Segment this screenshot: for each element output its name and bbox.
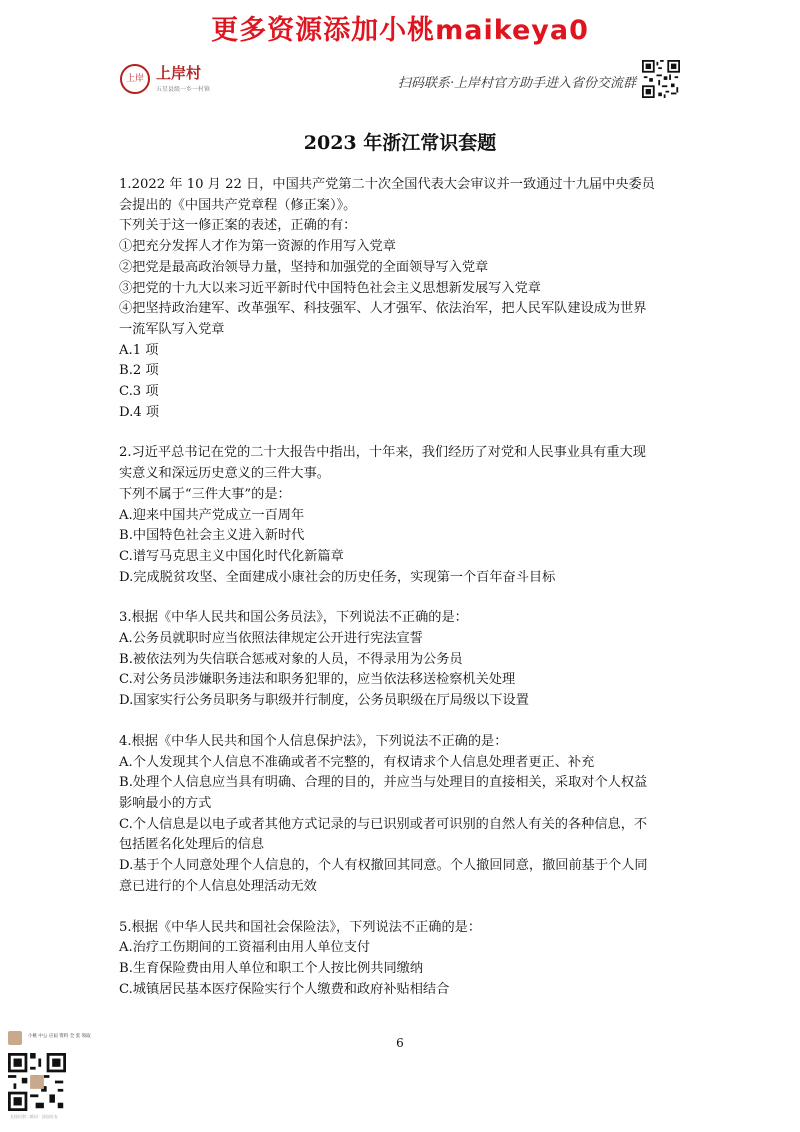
option-d-cont: 意已进行的个人信息处理活动无效 xyxy=(119,878,317,894)
option-b: B.2 项 xyxy=(119,363,159,379)
question-stem-line: 下列不属于“三件大事”的是： xyxy=(119,486,291,502)
sidebar-footer: 长按识别二维码 · 添加好友 xyxy=(10,1114,58,1119)
statement-1: ①把充分发挥人才作为第一资源的作用写入党章 xyxy=(119,239,396,255)
question-5 xyxy=(119,918,687,1001)
option-a: A.个人发现其个人信息不准确或者不完整的，有权请求个人信息处理者更正、补充 xyxy=(119,754,595,770)
logo-slogan: 五星县级一乡一村镇 xyxy=(156,86,211,93)
option-d: D.完成脱贫攻坚、全面建成小康社会的历史任务，实现第一个百年奋斗目标 xyxy=(119,569,556,585)
option-b: B.中国特色社会主义进入新时代 xyxy=(119,528,305,544)
question-stem-line: 会提出的《中国共产党章程（修正案）》。 xyxy=(119,197,357,213)
option-d: D.4 项 xyxy=(119,404,160,420)
page-header xyxy=(120,60,680,104)
statement-2: ②把党是最高政治领导力量，坚持和加强党的全面领导写入党章 xyxy=(119,259,489,275)
statement-4: ④把坚持政治建军、改革强军、科技强军、人才强军、依法治军，把人民军队建设成为世界 xyxy=(119,301,647,317)
option-a: A.公务员就职时应当依照法律规定公开进行宪法宣誓 xyxy=(119,631,423,647)
logo-seal-icon: 上岸 xyxy=(120,64,150,94)
question-4 xyxy=(119,732,687,898)
statement-3: ③把党的十九大以来习近平新时代中国特色社会主义思想新发展写入党章 xyxy=(119,280,541,296)
avatar xyxy=(8,1031,22,1045)
option-d: D.国家实行公务员职务与职级并行制度，公务员职级在厅局级以下设置 xyxy=(119,693,529,709)
question-stem-line: 4.根据《中华人民共和国个人信息保护法》，下列说法不正确的是： xyxy=(119,733,508,749)
option-c: C.谱写马克思主义中国化时代化新篇章 xyxy=(119,548,344,564)
option-c: C.3 项 xyxy=(119,384,159,400)
question-stem-line: 1.2022 年 10 月 22 日，中国共产党第二十次全国代表大会审议并一致通过十九届中央委员 xyxy=(119,177,655,192)
question-stem-line: 5.根据《中华人民共和国社会保险法》，下列说法不正确的是： xyxy=(119,919,482,935)
option-c-cont: 包括匿名化处理后的信息 xyxy=(119,837,265,853)
question-stem-line: 下列关于这一修正案的表述，正确的有： xyxy=(119,218,357,234)
question-1 xyxy=(119,175,687,423)
question-3 xyxy=(119,608,687,712)
sidebar-caption: 小桃 中公 应届 资料 全 套 领取 xyxy=(28,1034,91,1039)
page-title: 2023 年浙江常识套题 xyxy=(303,132,497,154)
option-b: B.处理个人信息应当具有明确、合理的目的，并应当与处理目的直接相关，采取对个人权益 xyxy=(119,775,648,791)
question-stem-line: 2.习近平总书记在党的二十大报告中指出，十年来，我们经历了对党和人民事业具有重大现 xyxy=(119,445,646,461)
option-c: C.城镇居民基本医疗保险实行个人缴费和政府补贴相结合 xyxy=(119,981,450,997)
option-d: D.基于个人同意处理个人信息的，个人有权撤回其同意。个人撤回同意，撤回前基于个人同 xyxy=(119,858,648,874)
logo-name: 上岸村 xyxy=(156,64,202,82)
qr-code-icon[interactable] xyxy=(642,60,680,98)
question-2 xyxy=(119,443,687,588)
option-c: C.个人信息是以电子或者其他方式记录的与已识别或者可识别的自然人有关的各种信息，不 xyxy=(119,816,648,832)
qr-code-icon[interactable] xyxy=(8,1053,66,1111)
question-list xyxy=(119,175,687,1000)
question-stem-line: 3.根据《中华人民共和国公务员法》，下列说法不正确的是： xyxy=(119,610,468,626)
page-number: 6 xyxy=(396,1036,404,1050)
option-a: A.迎来中国共产党成立一百周年 xyxy=(119,507,305,523)
option-a: A.治疗工伤期间的工资福利由用人单位支付 xyxy=(119,940,371,956)
statement-4-cont: 一流军队写入党章 xyxy=(119,321,225,337)
question-stem-line: 实意义和深远历史意义的三件大事。 xyxy=(119,466,330,482)
option-b: B.生育保险费由用人单位和职工个人按比例共同缴纳 xyxy=(119,960,424,976)
header-contact-text: 扫码联系·上岸村官方助手进入省份交流群 xyxy=(397,76,636,91)
resource-banner: 更多资源添加小桃maikeya0 xyxy=(211,15,589,46)
option-c: C.对公务员涉嫌职务违法和职务犯罪的，应当依法移送检察机关处理 xyxy=(119,672,516,688)
option-b-cont: 影响最小的方式 xyxy=(119,795,212,811)
option-b: B.被依法列为失信联合惩戒对象的人员，不得录用为公务员 xyxy=(119,651,463,667)
option-a: A.1 项 xyxy=(119,342,159,358)
